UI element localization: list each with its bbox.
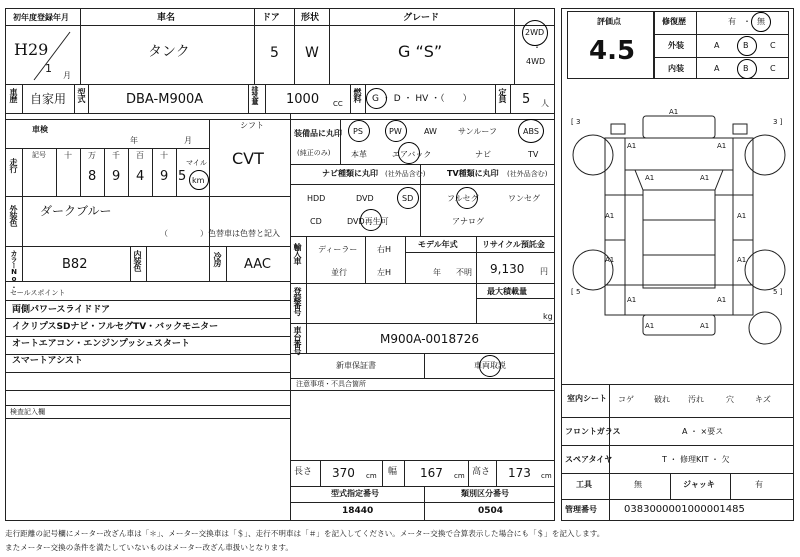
type-designation-label: 型式指定番号 [331, 489, 379, 498]
mileage-symbol-label: 記号 [32, 151, 46, 159]
windshield-value: A ・ ×要ス [682, 427, 724, 436]
diagram-a1: A1 [645, 174, 655, 182]
interior-sheet-label: 室内シート [567, 394, 607, 403]
exterior-color-label: 外装色 [9, 205, 18, 226]
side-mark: 3 ] [773, 118, 783, 126]
inspection-label: 車検 [32, 125, 48, 134]
repair-label: 修復歴 [662, 17, 686, 26]
windshield-label: フロントガラス [565, 427, 621, 436]
doors: 5 [270, 45, 279, 61]
drive-2wd: 2WD [525, 28, 545, 37]
shift-label: シフト [240, 121, 264, 130]
equip-aw: AW [424, 127, 437, 136]
warranty-label: 新車保証書 [336, 361, 376, 370]
shape: W [305, 45, 319, 61]
color-no-value: B82 [62, 257, 88, 272]
interior-grade-a: A [714, 64, 720, 73]
diagram-a1: A1 [605, 256, 615, 264]
interior-color-label: 内装色 [133, 250, 142, 271]
navi-sd: SD [402, 194, 414, 203]
tv-type-label: TV種類に丸印 [447, 169, 499, 178]
ac-value: AAC [244, 257, 271, 272]
import-right-h: 右H [377, 245, 392, 254]
usage: 自家用 [30, 92, 67, 106]
registration-label: 登録番号 [293, 287, 302, 315]
diagram-a1: A1 [717, 142, 727, 150]
diagram-a1: A1 [717, 296, 727, 304]
width-label: 幅 [388, 467, 398, 477]
model-year-unknown: 不明 [456, 268, 472, 277]
digit-value: 9 [160, 169, 169, 184]
tv-oneseg: ワンセグ [508, 194, 540, 203]
repair-yes: 有 [728, 17, 736, 26]
equipment-sublabel: (純正のみ) [297, 149, 331, 157]
digit-header: 百 [136, 151, 144, 160]
condition-table [561, 384, 794, 521]
exterior-grade-label: 外装 [668, 41, 684, 50]
navi-hdd: HDD [307, 194, 326, 203]
equip-tv: TV [528, 150, 539, 159]
recycle-value: 9,130 [490, 262, 525, 276]
first-reg-month: 1 [45, 62, 52, 75]
navi-cd: CD [310, 217, 322, 226]
sales-point-line: スマートアシスト [12, 356, 83, 366]
length-value: 370 [332, 466, 355, 480]
category-value: 0504 [478, 506, 504, 516]
score-value: 4.5 [589, 36, 636, 66]
diagram-a1: A1 [669, 108, 679, 116]
mile-label: マイル [186, 159, 207, 167]
first-reg-month-unit: 月 [63, 71, 71, 80]
sheet-dirt: 汚れ [688, 395, 704, 404]
import-dealer: ディーラー [318, 245, 358, 254]
equip-ps: PS [353, 127, 363, 136]
car-name-label: 車名 [157, 13, 176, 23]
digit-value: 9 [112, 169, 121, 184]
chassis-value: M900A-0018726 [380, 332, 479, 346]
tools-value: 無 [634, 480, 642, 489]
jack-value: 有 [755, 480, 763, 489]
tv-analog: アナログ [452, 217, 484, 226]
digit-value: 8 [88, 169, 97, 184]
digit-header: 十 [160, 151, 168, 160]
model-year-year: 年 [433, 268, 441, 277]
inspection-month-unit: 月 [184, 136, 192, 145]
length-unit: cm [366, 472, 377, 480]
exterior-color-note: （ ）色替車は色替と記入 [160, 229, 280, 238]
door-label: ドア [262, 13, 280, 23]
inspector-label: 検査記入欄 [10, 408, 45, 416]
sheet-tear: 破れ [654, 395, 670, 404]
equip-pw: PW [389, 127, 402, 136]
diagram-a1: A1 [627, 142, 637, 150]
width-unit: cm [454, 472, 465, 480]
drive-4wd: 4WD [526, 57, 546, 66]
navi-dvd-play: DVD再生可 [347, 217, 389, 226]
ac-label: 冷房 [213, 252, 222, 266]
digit-value: 5 [178, 169, 187, 184]
exterior-grade-a: A [714, 41, 720, 50]
jack-label: ジャッキ [683, 480, 715, 489]
capacity-unit: 人 [541, 99, 549, 108]
diagram-a1: A1 [737, 256, 747, 264]
sheet-burn: コゲ [618, 395, 634, 404]
car-damage-diagram [565, 100, 793, 378]
diagram-a1: A1 [627, 296, 637, 304]
color-no-label: カラーNo. [10, 250, 18, 289]
tools-label: 工具 [576, 480, 592, 489]
sheet-hole: 穴 [726, 395, 734, 404]
import-parallel: 並行 [331, 268, 347, 277]
management-value: 0383000001000001485 [624, 504, 745, 515]
drive-dot: ・ [533, 43, 541, 52]
import-label: 輸入車 [293, 243, 302, 264]
recycle-unit: 円 [540, 267, 548, 276]
diagram-a1: A1 [645, 322, 655, 330]
category-label: 類別区分番号 [461, 489, 509, 498]
recycle-label: リサイクル預託金 [482, 240, 545, 249]
type-designation-value: 18440 [342, 506, 374, 516]
sales-points-label: セールスポイント [10, 289, 66, 297]
digit-header: 十 [64, 151, 72, 160]
fuel-label: 燃料 [353, 88, 362, 102]
navi-dvd: DVD [356, 194, 374, 203]
interior-grade-label: 内装 [668, 64, 684, 73]
sales-point-line: 両側パワースライドドア [12, 305, 111, 315]
equip-sunroof: サンルーフ [458, 127, 497, 136]
width-value: 167 [420, 466, 443, 480]
score-label: 評価点 [597, 17, 621, 26]
grade: G “S” [398, 42, 443, 61]
exterior-grade-b: B [743, 41, 749, 50]
interior-grade-c: C [770, 64, 776, 73]
equip-airbag: エアバック [392, 150, 432, 159]
footer-note-1: 走行距離の記号欄にメーター改ざん車は「＊」、メーター交換車は「＄」、走行不明車は「＃」を記入してください。メーター交換で合算表示した場合にも「＄」を記入します。 [5, 529, 605, 538]
model: DBA-M900A [126, 92, 204, 107]
diagram-a1: A1 [737, 212, 747, 220]
cc-unit: CC [333, 100, 343, 108]
sales-point-line: イクリプスSDナビ・フルセグTV・バックモニター [12, 322, 219, 332]
height-label: 高さ [472, 467, 491, 477]
spare-tire-value: T ・ 修理KIT ・ 欠 [662, 455, 730, 464]
diagram-a1: A1 [700, 174, 710, 182]
shift-value: CVT [232, 149, 264, 168]
equip-leather: 本革 [351, 150, 367, 159]
navi-type-label: ナビ種類に丸印 [322, 169, 378, 178]
model-label: 型式 [77, 88, 86, 102]
spare-tire-label: スペアタイヤ [565, 455, 613, 464]
capacity: 5 [522, 92, 531, 107]
interior-grade-b: B [743, 64, 749, 73]
model-year-label: モデル年式 [418, 240, 458, 249]
management-label: 管理番号 [565, 505, 597, 514]
side-mark: [ 3 [571, 118, 581, 126]
footer-note-2: またメーター交換の条件を満たしていないものはメーター改ざん車扱いとなります。 [5, 543, 293, 552]
height-value: 173 [508, 466, 531, 480]
side-mark: [ 5 [571, 288, 581, 296]
tv-fullseg: フルセグ [447, 194, 479, 203]
notes-label: 注意事項・不具合箇所 [296, 380, 366, 388]
diagram-a1: A1 [700, 322, 710, 330]
exterior-color-value: ダークブルー [40, 204, 112, 218]
digit-header: 千 [112, 151, 120, 160]
km-label: km [192, 176, 205, 185]
length-label: 長さ [294, 467, 313, 477]
diagram-a1: A1 [605, 212, 615, 220]
displacement-label: 排気量 [251, 86, 259, 104]
usage-label: 車歴 [9, 88, 18, 102]
exterior-grade-c: C [770, 41, 776, 50]
repair-no: 無 [757, 17, 765, 26]
shape-label: 形状 [301, 13, 320, 23]
manual-label: 車両取説 [474, 361, 506, 370]
equipment-label: 装備品に丸印 [294, 129, 342, 138]
tv-type-note: (社外品含む) [507, 170, 548, 178]
import-left-h: 左H [377, 268, 392, 277]
sales-point-line: オートエアコン・エンジンプッシュスタート [12, 339, 190, 349]
inspection-year-unit: 年 [130, 136, 138, 145]
max-load-label: 最大積載量 [487, 287, 527, 296]
sheet-scratch: キズ [755, 395, 771, 404]
side-mark: 5 ] [773, 288, 783, 296]
repair-sep: ・ [743, 17, 751, 26]
equip-navi: ナビ [475, 150, 491, 159]
height-unit: cm [541, 472, 552, 480]
digit-header: 万 [88, 151, 96, 160]
car-name: タンク [148, 44, 190, 60]
fuel-options: G ・ D ・ HV ・（ ） [372, 94, 472, 104]
first-reg-label: 初年度登録年月 [13, 13, 69, 22]
digit-value: 4 [136, 169, 145, 184]
max-load-unit: kg [543, 312, 553, 321]
mileage-label: 走行 [9, 158, 18, 172]
equip-abs: ABS [523, 127, 539, 136]
navi-type-note: (社外品含む) [385, 170, 426, 178]
displacement: 1000 [286, 92, 320, 107]
first-reg-era: H29 [14, 40, 49, 59]
grade-label: グレード [403, 13, 440, 23]
capacity-label: 定員 [498, 88, 507, 102]
chassis-label: 車台番号 [293, 326, 302, 354]
